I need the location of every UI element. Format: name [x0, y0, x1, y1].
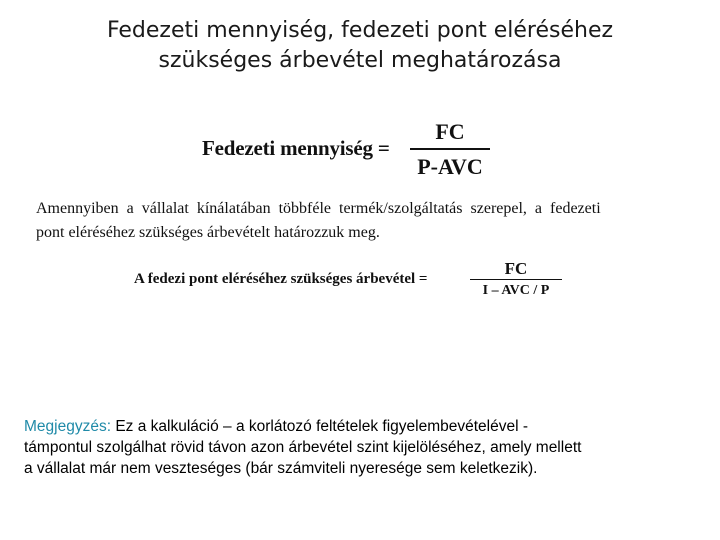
slide-title [0, 16, 720, 76]
note-line-2: támpontul szolgálhat rövid távon azon árbevétel szint kijelöléséhez, amely mellett [24, 439, 582, 456]
formula1-numerator: FC [435, 119, 465, 144]
note-label: Megjegyzés: [24, 418, 112, 435]
formula2-fraction-bar [470, 279, 562, 280]
note-block [24, 416, 704, 479]
title-line-2: szükséges árbevétel meghatározása [158, 48, 562, 73]
note-line-3: a vállalat már nem veszteséges (bár számviteli nyeresége sem keletkezik). [24, 460, 538, 477]
title-line-1: Fedezeti mennyiség, fedezeti pont eléréséhez [106, 18, 614, 43]
formula1-label: Fedezeti mennyiség = [202, 136, 390, 160]
formula2-label: A fedezi pont eléréséhez szükséges árbevétel = [134, 271, 428, 287]
formula1-fraction [410, 118, 490, 181]
paragraph-line-1: Amennyiben a vállalat kínálatában többféle termék/szolgáltatás szerepel, a fedezeti [36, 200, 601, 217]
formula2-numerator: FC [504, 259, 528, 278]
note-text-1: Ez a kalkuláció – a korlátozó feltételek figyelembevételével - [111, 418, 529, 435]
paragraph-line-2: pont eléréséhez szükséges árbevételt határozzuk meg. [36, 224, 380, 241]
formula2-fraction [470, 260, 562, 300]
formula1-fraction-bar [410, 148, 490, 150]
formula2-denominator: I – AVC / P [482, 283, 550, 298]
note-line-1 [24, 416, 704, 437]
formula1-denominator: P-AVC [417, 154, 483, 179]
